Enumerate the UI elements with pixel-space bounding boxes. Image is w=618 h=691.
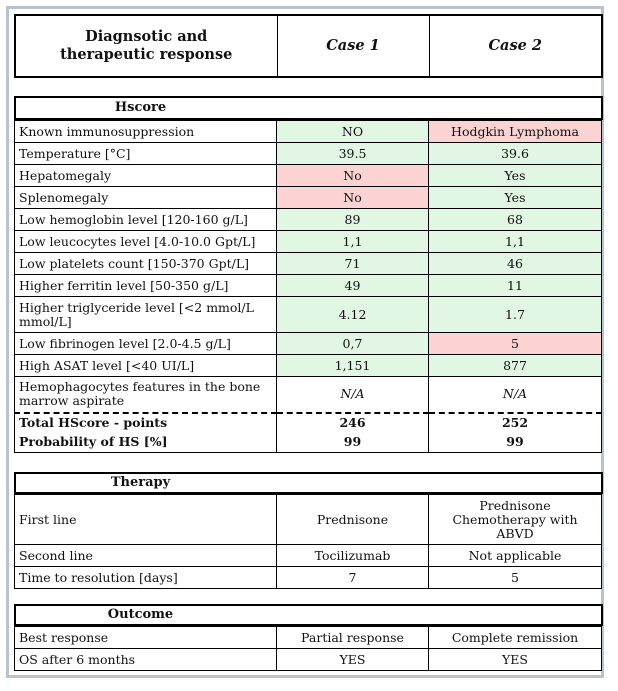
therapy-block [14, 472, 603, 589]
therapy-title-table [14, 472, 603, 494]
case1-value: Tocilizumab [277, 545, 429, 567]
case1-value: 7 [277, 567, 429, 589]
row-label: Low platelets count [150-370 Gpt/L] [15, 253, 277, 275]
case1-value: 39.5 [277, 143, 429, 165]
hscore-row [15, 209, 602, 231]
hscore-title-table [14, 96, 603, 120]
case1-value: 49 [277, 275, 429, 297]
case1-value: No [277, 165, 429, 187]
case2-value: Not applicable [429, 545, 602, 567]
case1-value: Prednisone [277, 495, 429, 545]
hscore-row [15, 253, 602, 275]
row-label: First line [15, 495, 277, 545]
therapy-row [15, 545, 602, 567]
hscore-row [15, 355, 602, 377]
therapy-title: Therapy [15, 473, 602, 493]
hscore-block [14, 96, 603, 453]
hscore-row [15, 333, 602, 355]
case1-value: YES [277, 649, 429, 671]
case2-value: 877 [429, 355, 602, 377]
hscore-title: Hscore [15, 97, 602, 119]
probability-case2: 99 [429, 433, 602, 453]
case2-value: Yes [429, 165, 602, 187]
case1-value: 89 [277, 209, 429, 231]
row-label: Second line [15, 545, 277, 567]
row-label: Temperature [°C] [15, 143, 277, 165]
case2-value: Prednisone Chemotherapy with ABVD [429, 495, 602, 545]
case2-value: N/A [429, 377, 602, 413]
hscore-title-row [15, 97, 602, 119]
row-label: Splenomegaly [15, 187, 277, 209]
total-case1: 246 [277, 413, 429, 433]
case2-value: 46 [429, 253, 602, 275]
probability-case1: 99 [277, 433, 429, 453]
row-label: Low hemoglobin level [120-160 g/L] [15, 209, 277, 231]
row-label: Hemophagocytes features in the bone marrow aspirate [15, 377, 277, 413]
case1-value: 4.12 [277, 297, 429, 333]
outcome-row [15, 627, 602, 649]
row-label: High ASAT level [<40 UI/L] [15, 355, 277, 377]
row-label: Higher triglyceride level [<2 mmol/L mmol/L] [15, 297, 277, 333]
case2-value: 5 [429, 333, 602, 355]
case2-value: 1.7 [429, 297, 602, 333]
header-table [14, 14, 603, 78]
case2-value: 1,1 [429, 231, 602, 253]
therapy-row [15, 567, 602, 589]
case1-value: NO [277, 121, 429, 143]
case2-value: 39.6 [429, 143, 602, 165]
hscore-row [15, 143, 602, 165]
case2-value: 68 [429, 209, 602, 231]
hscore-row [15, 377, 602, 413]
header-case2: Case 2 [429, 15, 602, 77]
hscore-row [15, 231, 602, 253]
case1-value: Partial response [277, 627, 429, 649]
case1-value: No [277, 187, 429, 209]
case1-value: 1,151 [277, 355, 429, 377]
hscore-table [14, 120, 602, 453]
hscore-row [15, 165, 602, 187]
total-row [15, 413, 602, 433]
case2-value: Complete remission [429, 627, 602, 649]
case1-value: N/A [277, 377, 429, 413]
outcome-title: Outcome [15, 605, 602, 625]
case1-value: 1,1 [277, 231, 429, 253]
outcome-title-row [15, 605, 602, 625]
therapy-title-row [15, 473, 602, 493]
therapy-table [14, 494, 602, 589]
case2-value: Hodgkin Lymphoma [429, 121, 602, 143]
case2-value: Yes [429, 187, 602, 209]
case1-value: 0,7 [277, 333, 429, 355]
probability-row [15, 433, 602, 453]
header-col-title: Diagnsotic and therapeutic response [15, 15, 277, 77]
hscore-row [15, 187, 602, 209]
row-label: Best response [15, 627, 277, 649]
header-table-block [14, 14, 603, 78]
case2-value: 5 [429, 567, 602, 589]
row-label: Time to resolution [days] [15, 567, 277, 589]
therapy-row [15, 495, 602, 545]
row-label: Low fibrinogen level [2.0-4.5 g/L] [15, 333, 277, 355]
header-row [15, 15, 602, 77]
outcome-table [14, 626, 602, 671]
total-case2: 252 [429, 413, 602, 433]
case2-value: 11 [429, 275, 602, 297]
case2-value: YES [429, 649, 602, 671]
hscore-row [15, 121, 602, 143]
probability-label: Probability of HS [%] [15, 433, 277, 453]
outcome-block [14, 604, 603, 671]
hscore-row [15, 297, 602, 333]
row-label: Low leucocytes level [4.0-10.0 Gpt/L] [15, 231, 277, 253]
hscore-row [15, 275, 602, 297]
case1-value: 71 [277, 253, 429, 275]
row-label: Known immunosuppression [15, 121, 277, 143]
row-label: OS after 6 months [15, 649, 277, 671]
outcome-title-table [14, 604, 603, 626]
outcome-row [15, 649, 602, 671]
row-label: Hepatomegaly [15, 165, 277, 187]
total-label: Total HScore - points [15, 413, 277, 433]
row-label: Higher ferritin level [50-350 g/L] [15, 275, 277, 297]
header-case1: Case 1 [277, 15, 429, 77]
